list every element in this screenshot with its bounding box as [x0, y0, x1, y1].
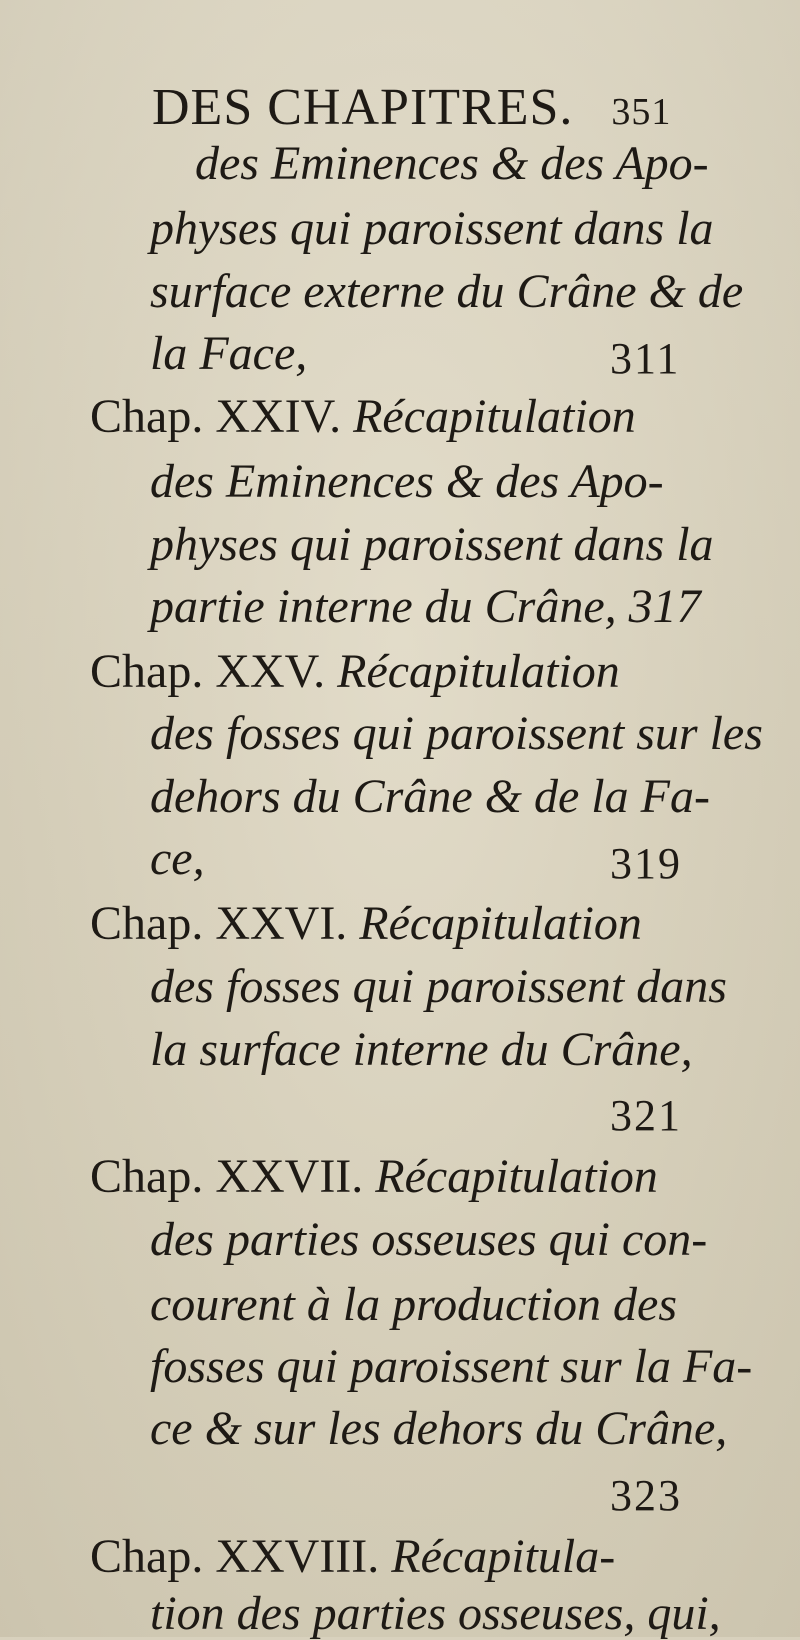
text-line: physes qui paroissent dans la	[150, 202, 714, 255]
header-title: DES CHAPITRES.	[152, 79, 574, 136]
chapter-label: Chap. XXVII.	[90, 1150, 364, 1203]
text-line: physes qui paroissent dans la	[150, 518, 714, 571]
page-reference: 323	[610, 1471, 682, 1520]
chapter-title: Récapitulation	[359, 897, 642, 950]
chapter-entry-xxvi	[90, 897, 642, 950]
chapter-entry-xxvii	[90, 1150, 658, 1203]
text-line: surface externe du Crâne & de	[150, 265, 744, 318]
text-line: fosses qui paroissent sur la Fa-	[150, 1340, 753, 1393]
text-line: des fosses qui paroissent dans	[150, 960, 727, 1013]
chapter-title: Récapitulation	[337, 645, 620, 698]
chapter-title: Récapitulation	[353, 390, 636, 443]
chapter-entry-xxiv	[90, 390, 636, 443]
chapter-title: Récapitulation	[375, 1150, 658, 1203]
chapter-label: Chap. XXIV.	[90, 390, 342, 443]
chapter-title: Récapitula-	[391, 1530, 616, 1583]
text-line: partie interne du Crâne, 317	[150, 580, 701, 633]
running-header	[152, 78, 671, 137]
chapter-label: Chap. XXVI.	[90, 897, 348, 950]
text-line: ce,	[150, 832, 205, 885]
text-line: des fosses qui paroissent sur les	[150, 707, 763, 760]
text-line: des Eminences & des Apo-	[150, 455, 664, 508]
text-line: la surface interne du Crâne,	[150, 1023, 693, 1076]
chapter-entry-xxviii	[90, 1530, 616, 1583]
text-line: tion des parties osseuses, qui,	[150, 1587, 721, 1640]
page-number: 351	[611, 91, 672, 133]
text-line: des Eminences & des Apo-	[195, 137, 709, 190]
chapter-label: Chap. XXVIII.	[90, 1530, 380, 1583]
page-reference: 321	[610, 1091, 682, 1140]
text-line: la Face,	[150, 327, 308, 380]
text-line: dehors du Crâne & de la Fa-	[150, 770, 710, 823]
page-reference: 319	[610, 839, 682, 888]
chapter-entry-xxv	[90, 645, 620, 698]
page-reference: 311	[610, 334, 681, 383]
text-line: des parties osseuses qui con-	[150, 1213, 708, 1266]
text-line: courent à la production des	[150, 1278, 678, 1331]
text-line: ce & sur les dehors du Crâne,	[150, 1402, 728, 1455]
chapter-label: Chap. XXV.	[90, 645, 326, 698]
